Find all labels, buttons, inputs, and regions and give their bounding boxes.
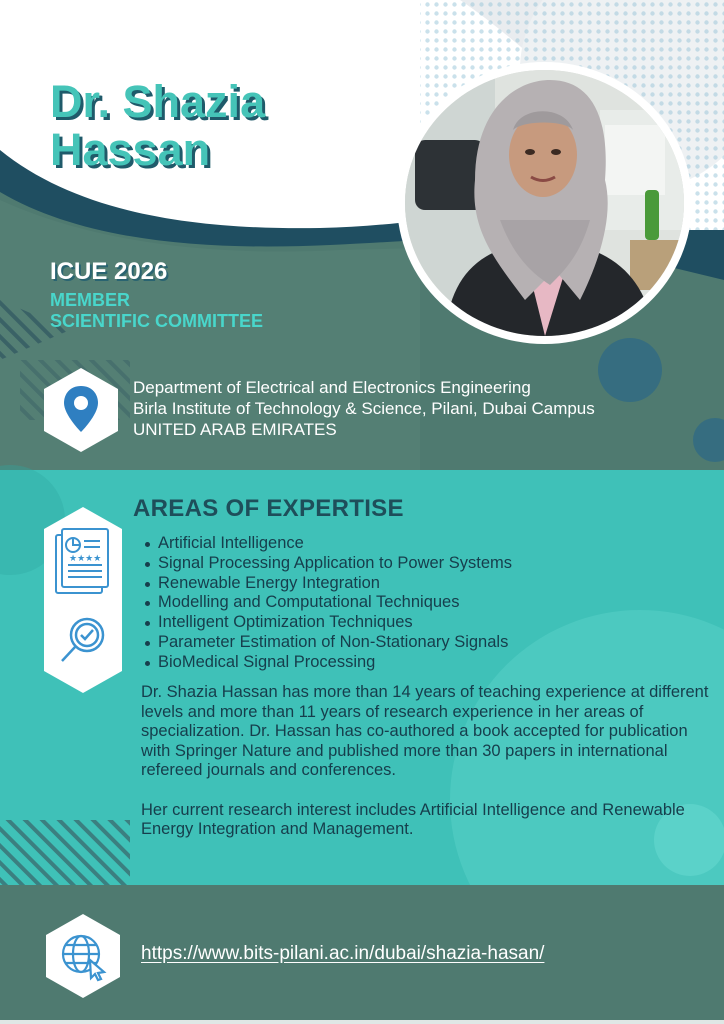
bio-paragraph-1: Dr. Shazia Hassan has more than 14 years of teaching experience at different levels and more than 11 years of research experience in her areas of specialization. Dr. Hassan has co-authored a book accepted for publication with Springer Nature and published more than 30 papers in international refereed journals and conferences.	[141, 683, 709, 780]
name-line-1: Dr. Shazia	[50, 76, 266, 127]
role-line-2: SCIENTIFIC COMMITTEE	[50, 311, 263, 331]
country-text: UNITED ARAB EMIRATES	[133, 420, 337, 439]
list-item: Parameter Estimation of Non-Stationary Signals	[158, 633, 512, 653]
profile-link[interactable]: https://www.bits-pilani.ac.in/dubai/shazia-hasan/	[141, 943, 545, 964]
location-badge	[42, 366, 120, 454]
expertise-heading: AREAS OF EXPERTISE	[133, 495, 404, 522]
department-text: Department of Electrical and Electronics Engineering	[133, 378, 531, 397]
list-item: BioMedical Signal Processing	[158, 653, 512, 673]
event-title: ICUE 2026	[50, 258, 168, 285]
expertise-list	[158, 534, 512, 673]
role-line-1: MEMBER	[50, 290, 130, 310]
list-item: Intelligent Optimization Techniques	[158, 613, 512, 633]
report-document-icon	[56, 529, 108, 593]
web-badge	[44, 912, 122, 1000]
portrait-illustration	[405, 70, 684, 336]
list-item: Renewable Energy Integration	[158, 574, 512, 594]
biography	[141, 683, 716, 859]
institute-text: Birla Institute of Technology & Science, Pilani, Dubai Campus	[133, 399, 595, 418]
list-item: Signal Processing Application to Power Systems	[158, 553, 513, 572]
list-item: Artificial Intelligence	[158, 534, 512, 554]
portrait-photo	[405, 70, 684, 336]
list-item: Modelling and Computational Techniques	[158, 593, 512, 613]
name-line-2: Hassan	[50, 124, 211, 175]
expertise-badge	[42, 505, 124, 695]
bio-paragraph-2: Her current research interest includes Artificial Intelligence and Renewable Energy Integration and Management.	[141, 800, 685, 839]
person-name	[50, 78, 380, 174]
affiliation-block	[133, 377, 595, 440]
svg-text:★★★★: ★★★★	[69, 554, 102, 564]
